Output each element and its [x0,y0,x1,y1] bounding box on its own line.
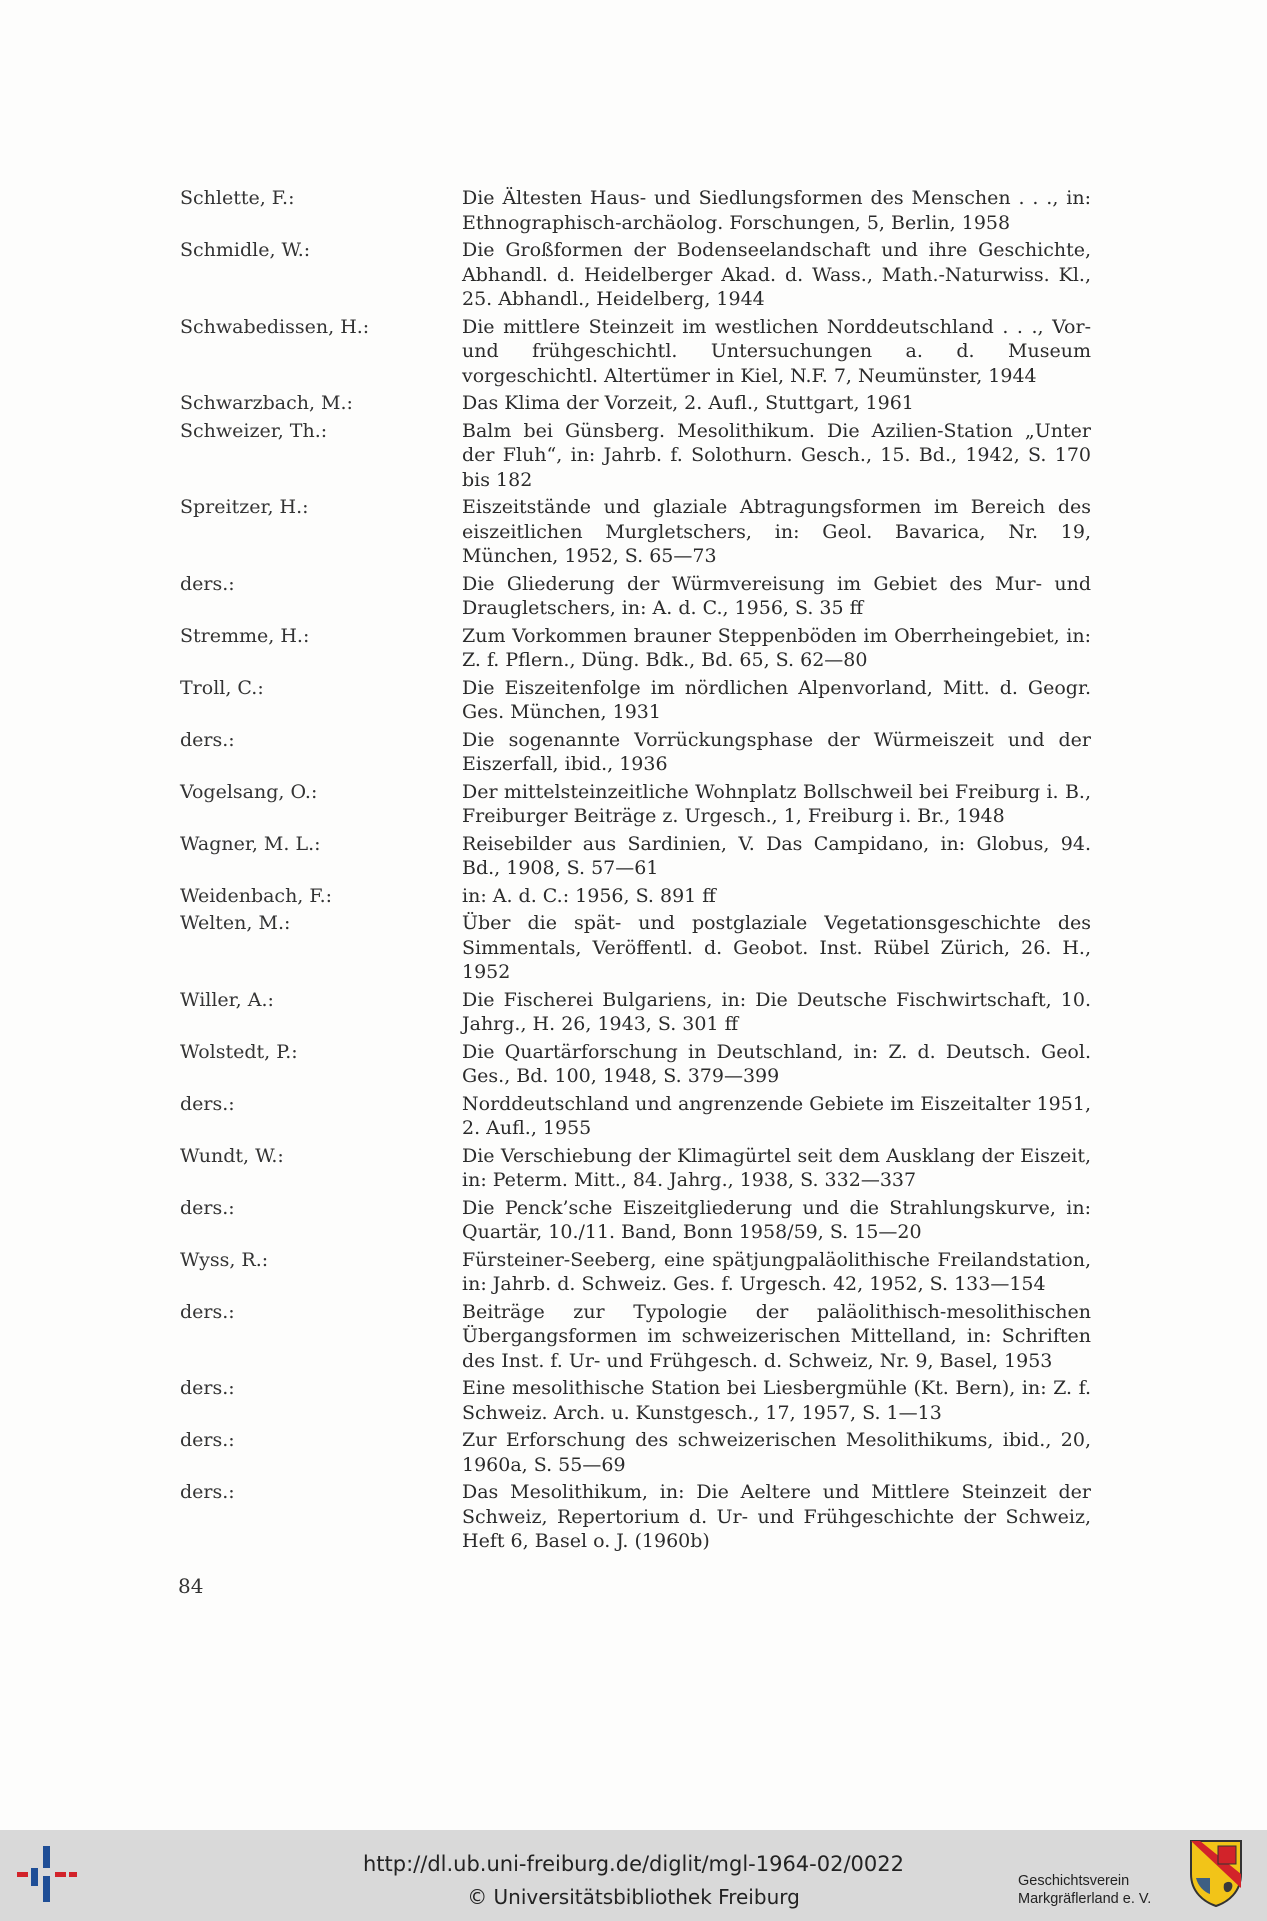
entry-reference: Fürsteiner-Seeberg, eine spätjungpaläolithische Freilandstation, in: Jahrb. d. Schweiz. Ges. f. Urgesch. 42, 1952, S. 133—154 [462,1248,1091,1295]
bibliography-entry [180,1300,1091,1374]
entry-reference: Beiträge zur Typologie der paläolithisch-mesolithischen Übergangsformen im schweizerischen Mittelland, in: Schriften des Inst. f. Ur- und Frühgesch. d. Schweiz, Nr. 9, Basel, 1953 [462,1300,1091,1372]
entry-reference: Zum Vorkommen brauner Steppenböden im Oberrheingebiet, in: Z. f. Pflern., Düng. Bdk., Bd. 65, S. 62—80 [462,624,1091,671]
bibliography-entry [180,780,1091,829]
entry-author: Troll, C.: [180,676,264,699]
entry-reference: Die Gliederung der Würmvereisung im Gebiet des Mur- und Draugletschers, in: A. d. C., 1956, S. 35 ff [462,572,1091,619]
entry-author: Schlette, F.: [180,187,295,209]
bibliography-entry [180,832,1091,881]
entry-author: Wyss, R.: [180,1248,269,1271]
bibliography-entry [180,1144,1091,1193]
entry-reference: Der mittelsteinzeitliche Wohnplatz Bollschweil bei Freiburg i. B., Freiburger Beiträge z. Urgesch., 1, Freiburg i. Br., 1948 [462,780,1091,827]
bibliography-entry [180,1428,1091,1477]
bibliography-entry [180,1092,1091,1141]
bibliography-entry [180,391,1091,416]
bibliography-entry [180,884,1091,909]
entry-reference: Balm bei Günsberg. Mesolithikum. Die Azilien-Station „Unter der Fluh“, in: Jahrb. f. Solothurn. Gesch., 15. Bd., 1942, S. 170 bis 182 [462,419,1091,491]
entry-author: Schmidle, W.: [180,239,311,261]
entry-author: Spreitzer, H.: [180,496,309,518]
coat-of-arms-icon [1188,1838,1244,1908]
entry-author: Schwarzbach, M.: [180,392,353,414]
entry-author: ders.: [180,1196,235,1219]
entry-author: ders.: [180,1300,235,1323]
entry-author: ders.: [180,728,235,751]
bibliography-entry [180,624,1091,673]
bibliography-entry [180,676,1091,725]
bibliography-entry [180,728,1091,777]
entry-reference: Die Großformen der Bodenseelandschaft und ihre Geschichte, Abhandl. d. Heidelberger Akad. d. Wass., Math.-Naturwiss. Kl., 25. Abhandl., Heidelberg, 1944 [462,239,1091,310]
entry-author: ders.: [180,1377,235,1399]
bibliography-entry [180,1248,1091,1297]
entry-reference: Die Ältesten Haus- und Siedlungsformen des Menschen . . ., in: Ethnographisch-archäolog. Forschungen, 5, Berlin, 1958 [462,187,1091,234]
bibliography-entry [180,911,1091,985]
bibliography-entry [180,988,1091,1037]
bibliography-entry [180,572,1091,621]
entry-author: Weidenbach, F.: [180,884,333,907]
entry-reference: Eiszeitstände und glaziale Abtragungsformen im Bereich des eiszeitlichen Murgletschers, in: Geol. Bavarica, Nr. 19, München, 1952, S. 65—73 [462,496,1091,567]
entry-author: Welten, M.: [180,912,291,934]
society-name-line2: Markgräflerland e. V. [1018,1891,1152,1907]
entry-author: Wundt, W.: [180,1144,284,1167]
entry-reference: Das Klima der Vorzeit, 2. Aufl., Stuttgart, 1961 [462,392,914,414]
bibliography-entry [180,419,1091,493]
entry-reference: Zur Erforschung des schweizerischen Mesolithikums, ibid., 20, 1960a, S. 55—69 [462,1429,1091,1476]
bibliography-entry [180,1196,1091,1245]
bibliography-entry [180,1376,1091,1425]
entry-reference: Reisebilder aus Sardinien, V. Das Campidano, in: Globus, 94. Bd., 1908, S. 57—61 [462,832,1091,879]
entry-author: Wagner, M. L.: [180,832,321,855]
society-name [1018,1872,1178,1908]
entry-author: Stremme, H.: [180,624,310,647]
entry-reference: Die Quartärforschung in Deutschland, in: Z. d. Deutsch. Geol. Ges., Bd. 100, 1948, S. 379—399 [462,1040,1091,1087]
entry-reference: Die Verschiebung der Klimagürtel seit dem Ausklang der Eiszeit, in: Peterm. Mitt., 84. Jahrg., 1938, S. 332—337 [462,1144,1091,1191]
entry-author: ders.: [180,572,235,595]
entry-reference: Die sogenannte Vorrückungsphase der Würmeiszeit und der Eiszerfall, ibid., 1936 [462,728,1091,775]
entry-author: Wolstedt, P.: [180,1040,298,1063]
entry-reference: Norddeutschland und angrenzende Gebiete im Eiszeitalter 1951, 2. Aufl., 1955 [462,1092,1091,1139]
entry-reference: Die mittlere Steinzeit im westlichen Norddeutschland . . ., Vor- und frühgeschichtl. Untersuchungen a. d. Museum vorgeschichtl. Altertümer in Kiel, N.F. 7, Neumünster, 1944 [462,315,1091,387]
bibliography-entry [180,238,1091,312]
entry-reference: Das Mesolithikum, in: Die Aeltere und Mittlere Steinzeit der Schweiz, Repertorium d. Ur- und Frühgeschichte der Schweiz, Heft 6, Basel o. J. (1960b) [462,1481,1091,1552]
entry-reference: Die Penck’sche Eiszeitgliederung und die Strahlungskurve, in: Quartär, 10./11. Band, Bonn 1958/59, S. 15—20 [462,1196,1091,1243]
page-number: 84 [178,1574,204,1598]
entry-reference: Die Eiszeitenfolge im nördlichen Alpenvorland, Mitt. d. Geogr. Ges. München, 1931 [462,676,1091,723]
entry-author: Willer, A.: [180,988,274,1011]
bibliography-list [180,186,1091,1557]
entry-author: ders.: [180,1481,235,1503]
bibliography-entry [180,1480,1091,1554]
entry-reference: Über die spät- und postglaziale Vegetationsgeschichte des Simmentals, Veröffentl. d. Geobot. Inst. Rübel Zürich, 26. H., 1952 [462,912,1091,983]
society-name-line1: Geschichtsverein [1018,1873,1130,1889]
entry-author: Schwabedissen, H.: [180,315,370,338]
copyright-text: © Universitätsbibliothek Freiburg [467,1885,800,1909]
entry-reference: Die Fischerei Bulgariens, in: Die Deutsche Fischwirtschaft, 10. Jahrg., H. 26, 1943, S. 301 ff [462,988,1091,1035]
entry-reference: in: A. d. C.: 1956, S. 891 ff [462,884,716,907]
entry-reference: Eine mesolithische Station bei Liesbergmühle (Kt. Bern), in: Z. f. Schweiz. Arch. u. Kunstgesch., 17, 1957, S. 1—13 [462,1377,1091,1424]
bibliography-entry [180,1040,1091,1089]
entry-author: ders.: [180,1429,235,1451]
document-url-link[interactable]: http://dl.ub.uni-freiburg.de/diglit/mgl-1964-02/0022 [362,1852,904,1876]
entry-author: Vogelsang, O.: [180,780,318,803]
bibliography-entry [180,186,1091,235]
entry-author: Schweizer, Th.: [180,419,328,442]
entry-author: ders.: [180,1092,235,1115]
bibliography-entry [180,315,1091,389]
bibliography-entry [180,495,1091,569]
